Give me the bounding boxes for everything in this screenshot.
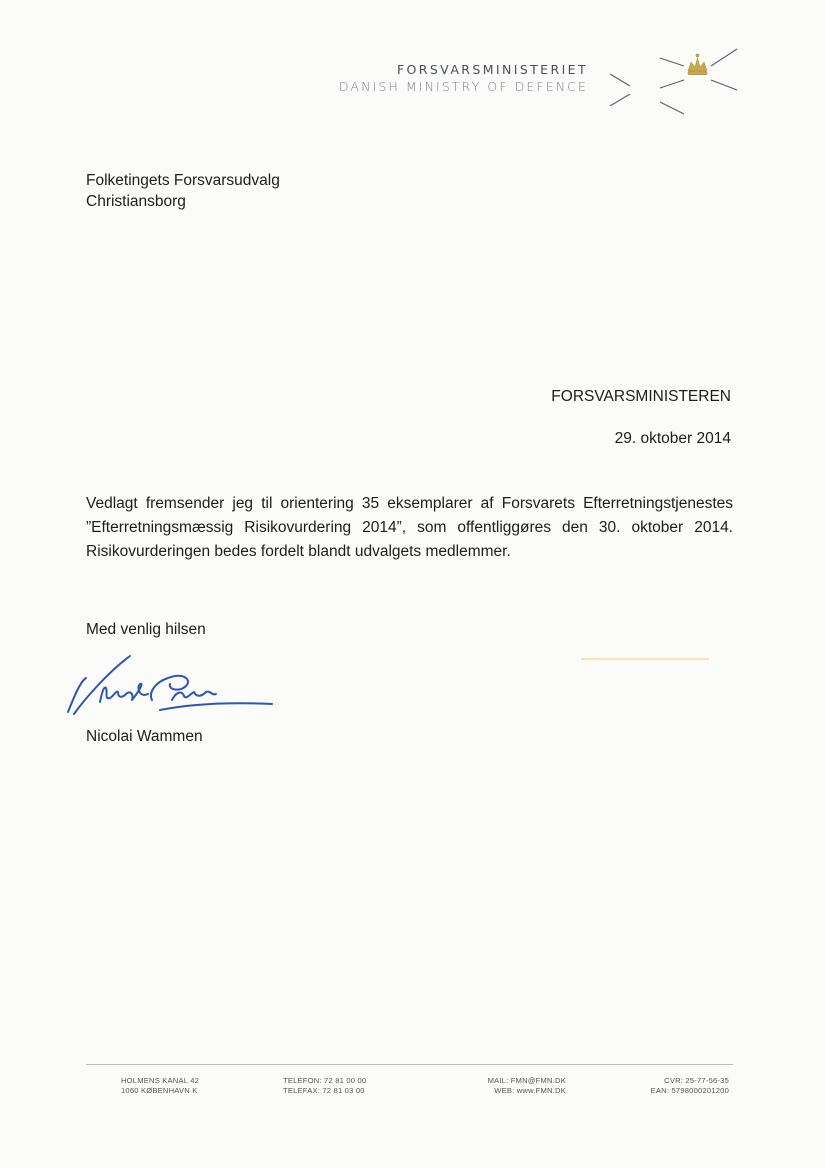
footer-mail: MAIL: FMN@FMN.DK [487, 1076, 566, 1085]
footer-telefax: TELEFAX: 72 81 03 00 [283, 1086, 365, 1095]
handwritten-signature-icon [60, 652, 275, 727]
footer-address [121, 1076, 199, 1096]
recipient-location: Christiansborg [86, 193, 186, 210]
footer-divider [86, 1064, 733, 1065]
footer-contact [466, 1076, 566, 1096]
letter-body: Vedlagt fremsender jeg til orientering 35 eksemplarer af Forsvarets Efterretningstjenestes ”Efterretningsmæssig Risikovurdering 2014”, som offentliggøres den 30. oktober 2014. Risikovurderingen bedes fordelt blandt udvalgets medlemmer. [86, 495, 733, 560]
recipient-name: Folketingets Forsvarsudvalg [86, 172, 280, 189]
letterhead-title-english: DANISH MINISTRY OF DEFENCE [338, 79, 588, 94]
footer-ean: EAN: 5798000201200 [650, 1086, 729, 1095]
crown-emblem-icon [608, 44, 743, 116]
closing-greeting: Med venlig hilsen [86, 621, 206, 638]
footer-ids [629, 1076, 729, 1096]
sender-title: FORSVARSMINISTEREN [551, 388, 731, 405]
letter-date: 29. oktober 2014 [614, 430, 731, 447]
footer-address-street: HOLMENS KANAL 42 [121, 1076, 200, 1085]
letterhead-title-danish: FORSVARSMINISTERIET [396, 62, 588, 77]
signer-name: Nicolai Wammen [86, 728, 203, 745]
faint-pen-line [581, 657, 709, 661]
footer-phone [283, 1076, 366, 1096]
footer-address-city: 1060 KØBENHAVN K [121, 1086, 198, 1095]
footer-web: WEB: www.FMN.DK [494, 1086, 566, 1095]
footer-cvr: CVR: 25-77-56-35 [664, 1076, 729, 1085]
footer-telephone: TELEFON: 72 81 00 00 [283, 1076, 367, 1085]
